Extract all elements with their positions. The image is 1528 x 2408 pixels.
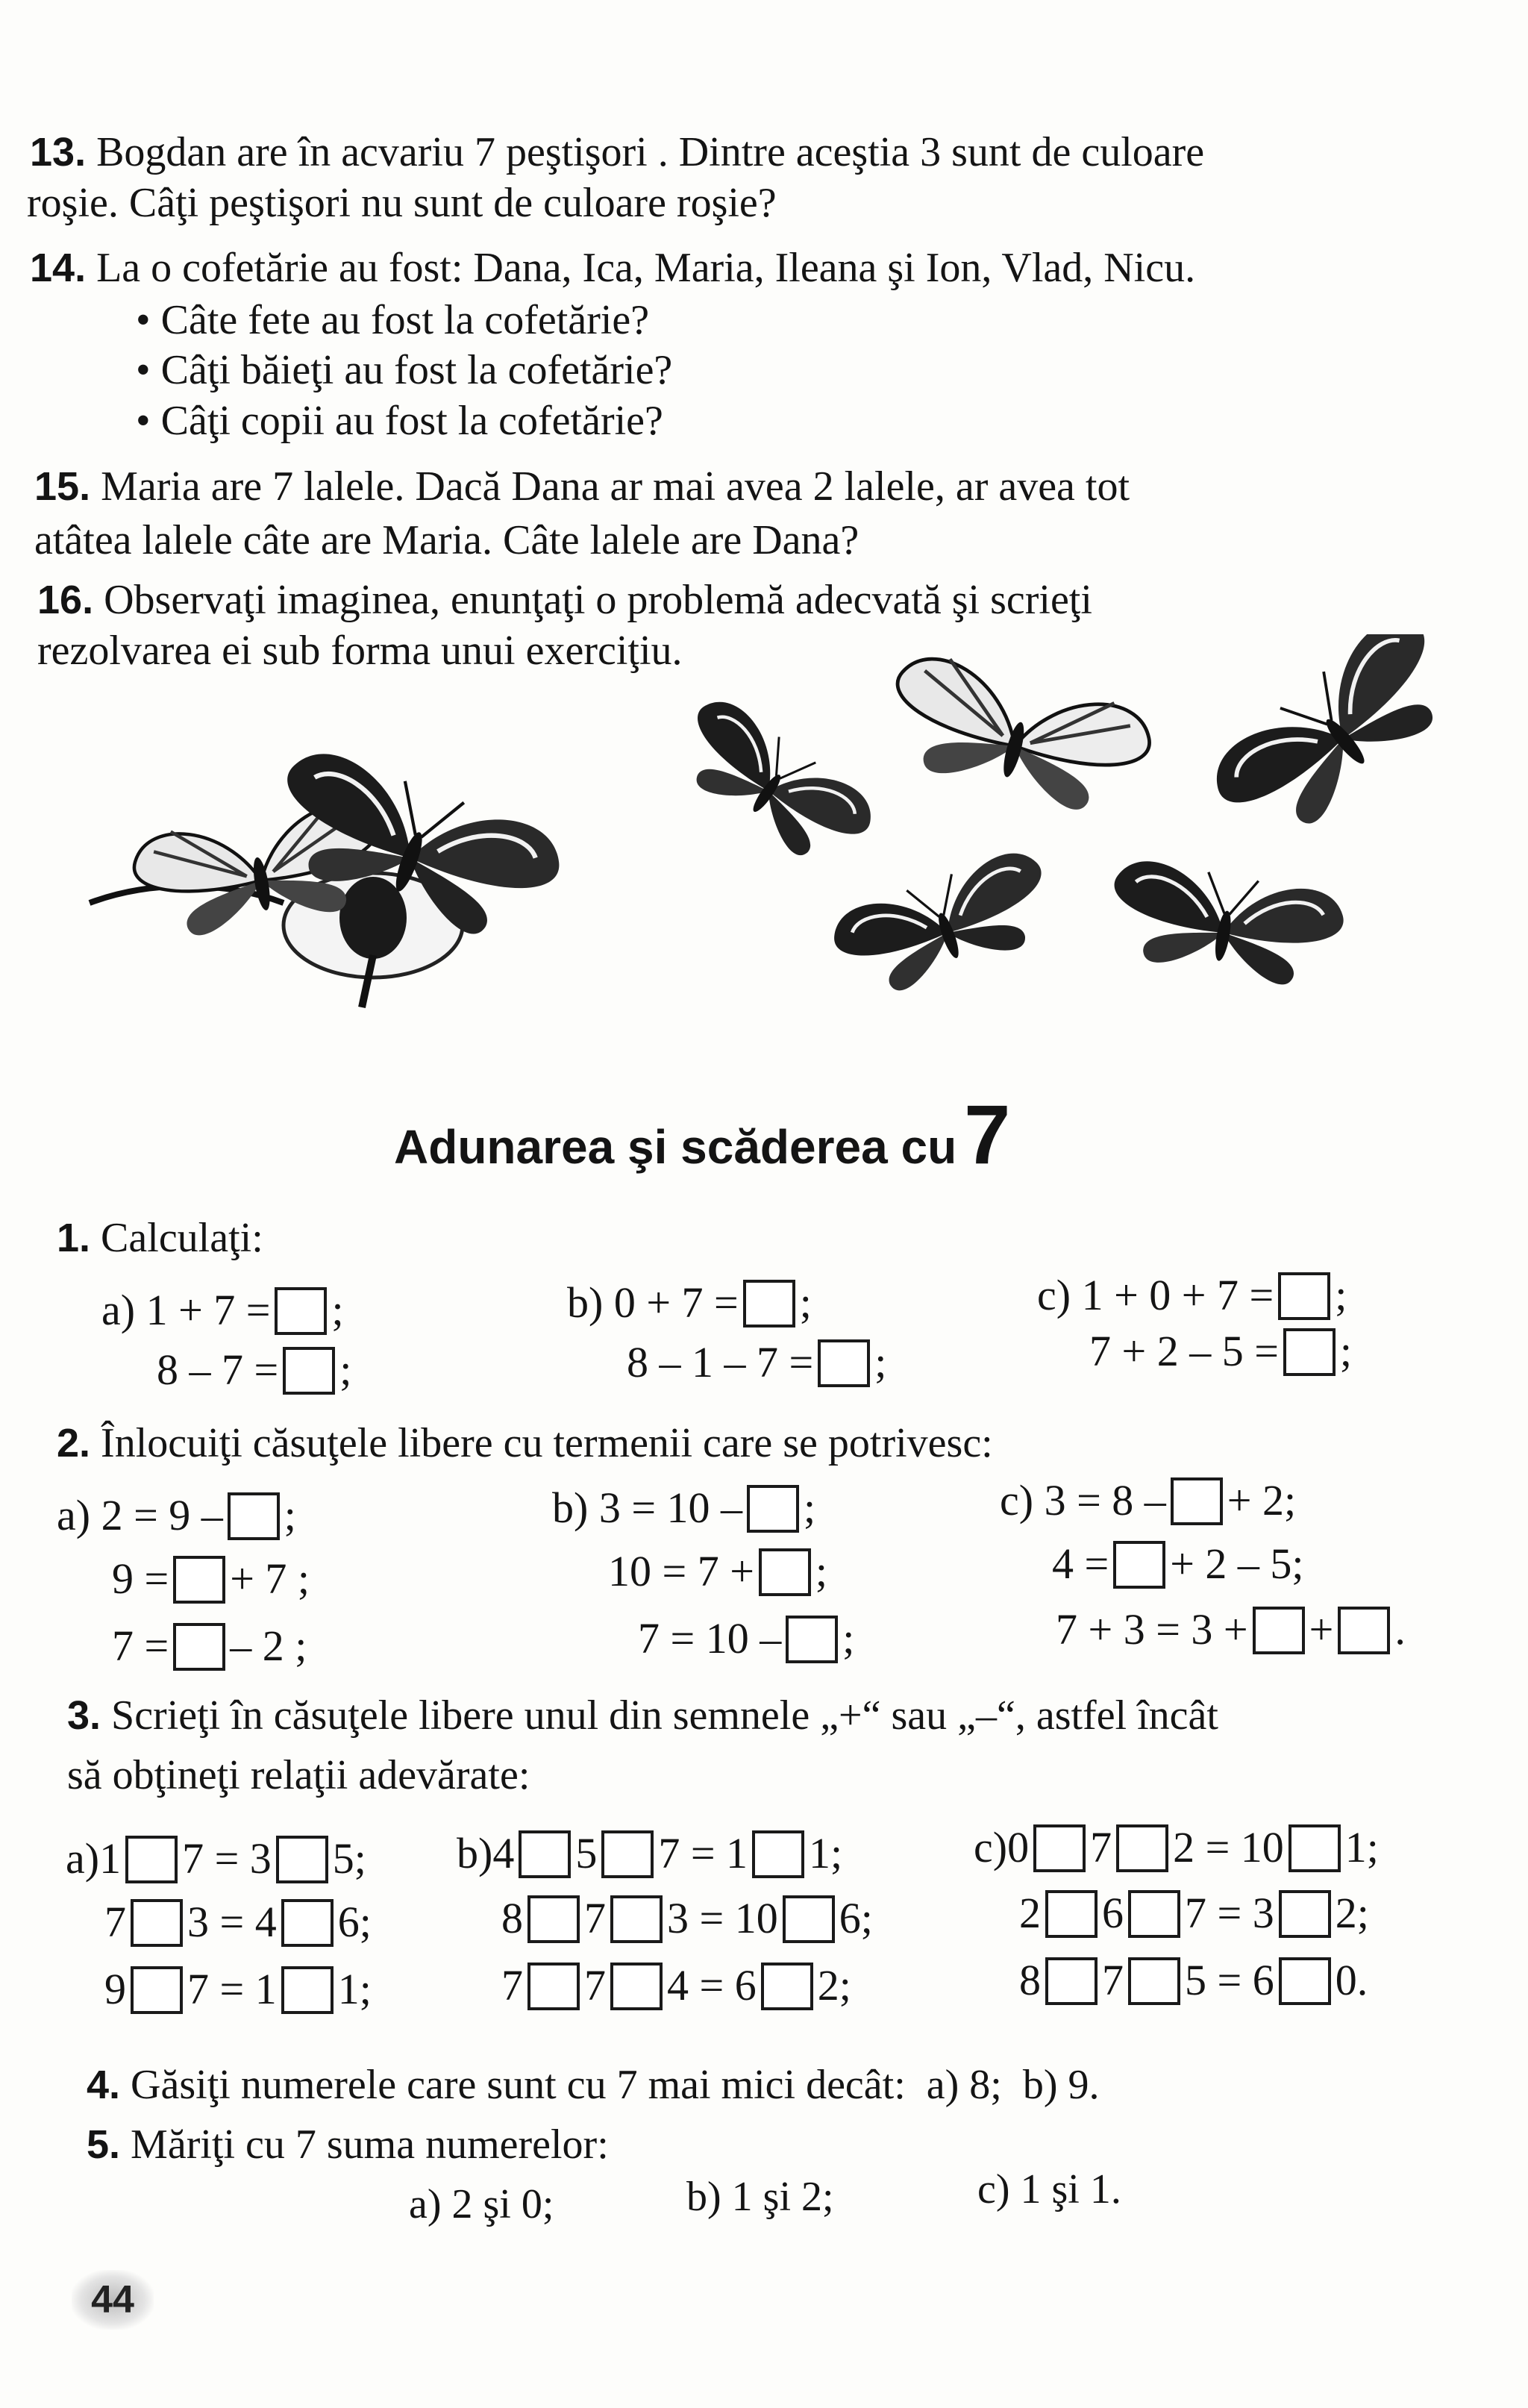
sign-box[interactable] [610, 1963, 663, 2010]
sign-box[interactable] [1279, 1890, 1331, 1938]
exercise-5-number: 5. [87, 2122, 121, 2167]
page-number: 44 [72, 2270, 154, 2330]
sign-box[interactable] [752, 1830, 804, 1878]
exercise-4-number: 4. [87, 2063, 121, 2107]
answer-box[interactable] [173, 1556, 225, 1604]
exercise-4-line: 4. Găsiţi numerele care sunt cu 7 mai mici decât: a) 8; b) 9. [87, 2062, 1100, 2108]
ex1-a-row-2: 8 – 7 = ; [157, 1345, 352, 1394]
ex1-c-row-2: 7 + 2 – 5 = ; [1089, 1327, 1353, 1375]
flower-shape [90, 873, 463, 1007]
ex3-row-a-col-a: a)1 7 = 3 5; [66, 1834, 366, 1883]
butterfly-7 [1102, 856, 1347, 994]
ex1-a-row-1: a) 1 + 7 = ; [101, 1286, 344, 1334]
ex3-row-c-col-a: 9 7 = 1 1; [104, 1965, 372, 2013]
sign-box[interactable] [527, 1895, 580, 1943]
ex2-b-row-2: 10 = 7 + ; [608, 1547, 828, 1595]
answer-box[interactable] [747, 1485, 799, 1533]
ex1-b-row-1: b) 0 + 7 = ; [567, 1278, 812, 1327]
answer-box[interactable] [1278, 1272, 1330, 1320]
sign-box[interactable] [1128, 1890, 1180, 1938]
ex2-c-row-2: 4 = + 2 – 5; [1052, 1539, 1304, 1588]
answer-box[interactable] [283, 1347, 335, 1395]
problem-14-question-3: • Câţi copii au fost la cofetărie? [136, 398, 663, 444]
answer-box[interactable] [743, 1280, 795, 1327]
answer-box[interactable] [1253, 1607, 1305, 1654]
exercise-3-line-2: să obţineţi relaţii adevărate: [67, 1752, 530, 1798]
ex2-a-row-2: 9 = + 7 ; [112, 1554, 310, 1603]
problem-13-number: 13. [30, 130, 87, 175]
problem-14-number: 14. [30, 246, 87, 290]
exercise-3-line-1: 3. Scrieţi în căsuţele libere unul din semnele „+“ sau „–“, astfel încât [67, 1692, 1218, 1739]
sign-box[interactable] [1289, 1824, 1341, 1872]
problem-16-number: 16. [37, 578, 94, 622]
problem-13-line-1: 13. Bogdan are în acvariu 7 peştişori . Dintre aceştia 3 sunt de culoare [30, 129, 1205, 175]
exercise-5-line: 5. Măriţi cu 7 suma numerelor: [87, 2121, 609, 2168]
ex5-option-a: a) 2 şi 0; [409, 2181, 554, 2227]
answer-box[interactable] [1283, 1328, 1336, 1376]
ex3-row-a-col-c: c)0 7 2 = 10 1; [974, 1823, 1379, 1871]
ex3-row-a-col-b: b)4 5 7 = 1 1; [457, 1829, 843, 1877]
ex1-b-row-2: 8 – 1 – 7 = ; [627, 1338, 887, 1386]
sign-box[interactable] [276, 1836, 328, 1883]
answer-box[interactable] [228, 1492, 280, 1540]
ex5-option-b: b) 1 şi 2; [686, 2174, 834, 2220]
butterfly-5 [1202, 634, 1447, 857]
exercise-1-heading: 1. Calculaţi: [57, 1215, 263, 1261]
problem-13-line-2: roşie. Câţi peştişori nu sunt de culoare roşie? [27, 180, 777, 226]
sign-box[interactable] [281, 1899, 334, 1947]
answer-box[interactable] [173, 1623, 225, 1671]
answer-box[interactable] [818, 1339, 870, 1387]
sign-box[interactable] [610, 1895, 663, 1943]
sign-box[interactable] [125, 1836, 178, 1883]
ex2-b-row-3: 7 = 10 – ; [638, 1614, 855, 1663]
problem-16-line-1: 16. Observaţi imaginea, enunţaţi o problemă adecvată şi scrieţi [37, 577, 1092, 623]
ex3-row-b-col-c: 2 6 7 = 3 2; [1019, 1889, 1369, 1937]
ex3-row-b-col-b: 8 7 3 = 10 6; [501, 1894, 873, 1942]
ex3-row-b-col-a: 7 3 = 4 6; [104, 1898, 372, 1946]
answer-box[interactable] [786, 1616, 838, 1663]
problem-14-question-1: • Câte fete au fost la cofetărie? [136, 297, 650, 343]
butterfly-4 [877, 648, 1157, 825]
section-title-number: 7 [964, 1088, 1011, 1181]
answer-box[interactable] [759, 1548, 811, 1596]
sign-box[interactable] [131, 1966, 183, 2014]
sign-box[interactable] [601, 1830, 654, 1878]
sign-box[interactable] [1045, 1957, 1098, 2005]
sign-box[interactable] [519, 1830, 571, 1878]
answer-box[interactable] [275, 1287, 327, 1335]
sign-box[interactable] [527, 1963, 580, 2010]
ex2-b-row-1: b) 3 = 10 – ; [552, 1483, 816, 1532]
butterfly-3 [664, 690, 882, 879]
ex2-c-row-1: c) 3 = 8 – + 2; [1000, 1476, 1297, 1524]
problem-15-line-1: 15. Maria are 7 lalele. Dacă Dana ar mai avea 2 lalele, ar avea tot [34, 463, 1130, 510]
sign-box[interactable] [281, 1966, 334, 2014]
sign-box[interactable] [783, 1895, 835, 1943]
problem-14-line-1: 14. La o cofetărie au fost: Dana, Ica, Maria, Ileana şi Ion, Vlad, Nicu. [30, 245, 1196, 291]
ex2-a-row-1: a) 2 = 9 – ; [57, 1491, 296, 1539]
ex1-c-row-1: c) 1 + 0 + 7 = ; [1037, 1271, 1347, 1319]
sign-box[interactable] [1033, 1824, 1086, 1872]
sign-box[interactable] [1279, 1957, 1331, 2005]
ex2-a-row-3: 7 = – 2 ; [112, 1622, 307, 1670]
sign-box[interactable] [1045, 1890, 1098, 1938]
ex3-row-c-col-c: 8 7 5 = 6 0. [1019, 1956, 1368, 2004]
sign-box[interactable] [761, 1963, 813, 2010]
problem-14-question-2: • Câţi băieţi au fost la cofetărie? [136, 347, 673, 393]
ex2-c-row-3: 7 + 3 = 3 + + . [1056, 1605, 1406, 1654]
exercise-2-number: 2. [57, 1421, 91, 1466]
ex3-row-c-col-b: 7 7 4 = 6 2; [501, 1961, 851, 2010]
answer-box[interactable] [1338, 1607, 1390, 1654]
butterfly-6 [826, 844, 1063, 1006]
section-title: Adunarea şi scăderea cu7 [394, 1088, 1011, 1181]
ex5-option-c: c) 1 şi 1. [977, 2166, 1121, 2212]
exercise-3-number: 3. [67, 1693, 101, 1738]
answer-box[interactable] [1171, 1477, 1223, 1525]
problem-16-line-2: rezolvarea ei sub forma unui exerciţiu. [37, 628, 683, 674]
exercise-2-heading: 2. Înlocuiţi căsuţele libere cu termenii care se potrivesc: [57, 1420, 993, 1466]
exercise-1-number: 1. [57, 1216, 91, 1260]
butterflies-illustration [60, 634, 1447, 1052]
problem-15-line-2: atâtea lalele câte are Maria. Câte lalele are Dana? [34, 517, 860, 563]
sign-box[interactable] [1116, 1824, 1168, 1872]
problem-15-number: 15. [34, 464, 91, 509]
answer-box[interactable] [1113, 1541, 1165, 1589]
sign-box[interactable] [1128, 1957, 1180, 2005]
sign-box[interactable] [131, 1899, 183, 1947]
